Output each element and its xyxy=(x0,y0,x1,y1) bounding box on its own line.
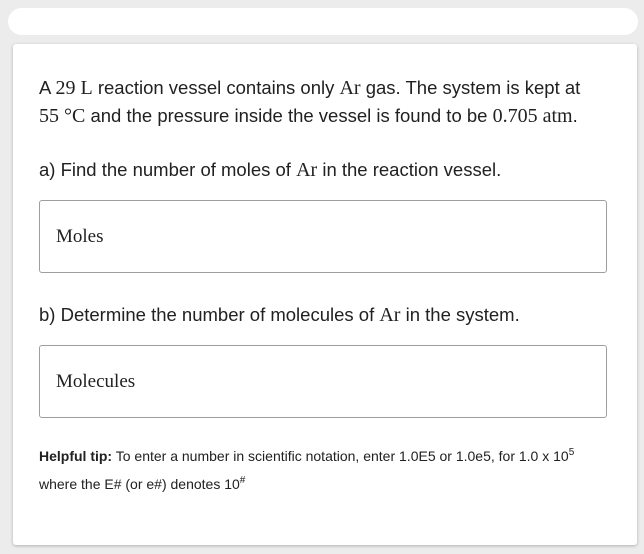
top-panel xyxy=(8,8,638,35)
problem-text: A xyxy=(39,77,56,98)
tip-text: To enter a number in scientific notation, enter 1.0E5 or 1.0e5, for 1.0 x 10 xyxy=(112,448,569,464)
temperature-value: 55 °C xyxy=(39,105,86,127)
question-text: a) Find the number of moles of xyxy=(39,159,297,180)
gas-symbol: Ar xyxy=(296,159,318,181)
problem-statement xyxy=(39,74,611,130)
molecules-input[interactable] xyxy=(39,345,607,418)
question-text: b) Determine the number of molecules of xyxy=(39,304,380,325)
tip-label: Helpful tip: xyxy=(39,448,113,464)
tip-superscript: 5 xyxy=(568,447,575,458)
gas-symbol: Ar xyxy=(339,77,361,99)
question-text: in the system. xyxy=(400,304,520,325)
tip-text: where the E# (or e#) denotes 10 xyxy=(39,476,240,492)
question-b xyxy=(39,301,611,329)
question-card xyxy=(13,44,637,545)
moles-input[interactable] xyxy=(39,200,607,273)
problem-text: gas. The system is kept at xyxy=(360,77,581,98)
volume-value: 29 L xyxy=(55,77,93,99)
gas-symbol: Ar xyxy=(379,304,401,326)
helpful-tip xyxy=(39,442,611,498)
pressure-value: 0.705 atm xyxy=(492,105,573,127)
tip-superscript: # xyxy=(239,475,246,486)
problem-text: and the pressure inside the vessel is found to be xyxy=(85,105,493,126)
question-text: in the reaction vessel. xyxy=(317,159,502,180)
problem-text: . xyxy=(572,105,578,126)
problem-text: reaction vessel contains only xyxy=(92,77,340,98)
question-a xyxy=(39,156,611,184)
